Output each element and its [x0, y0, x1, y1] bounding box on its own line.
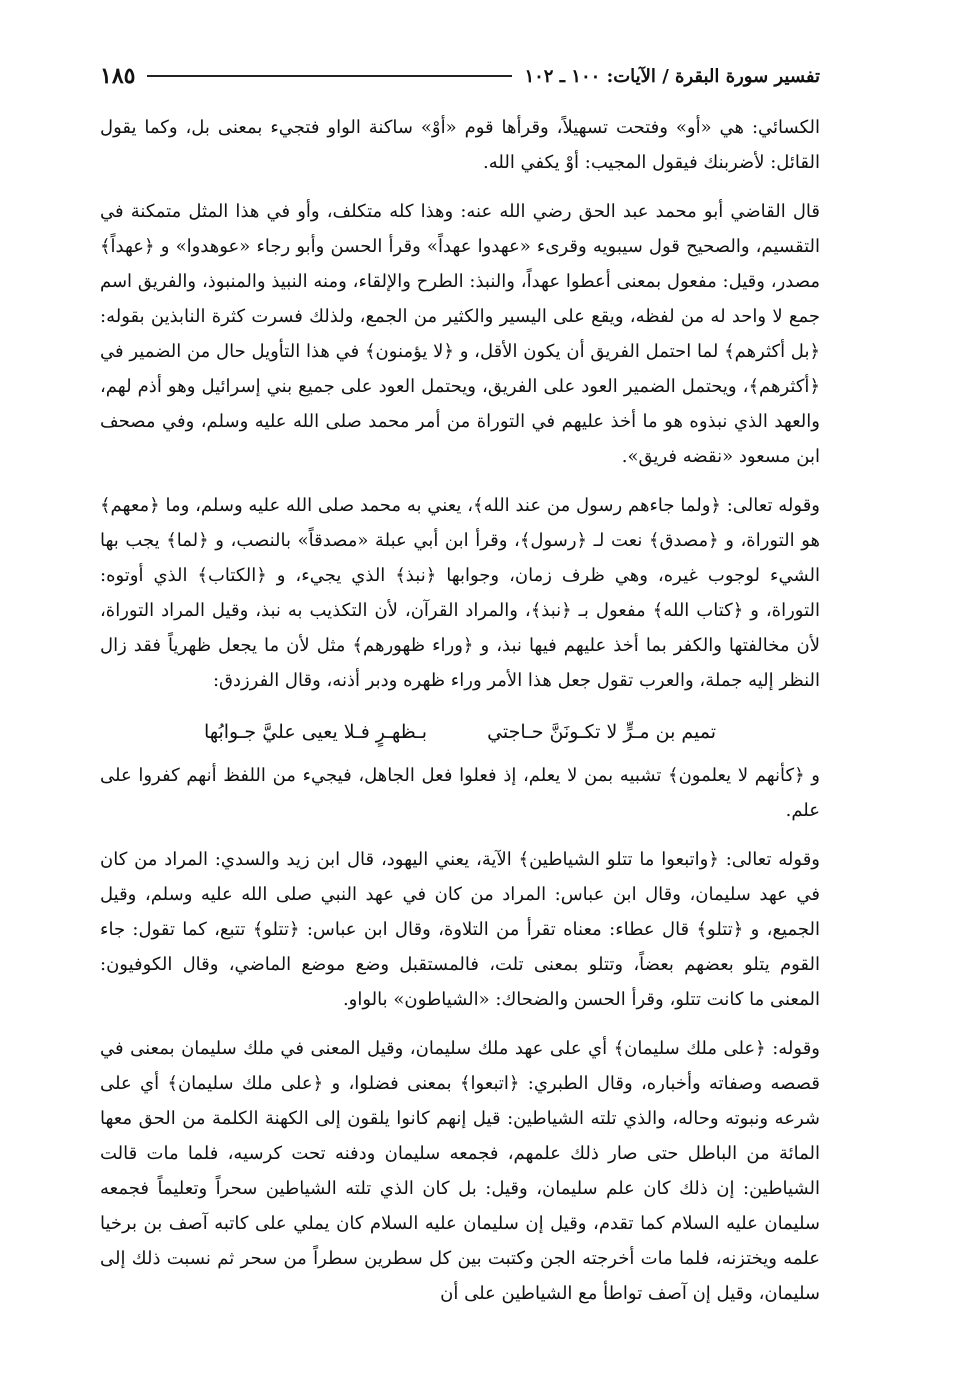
paragraph-6: وقوله: ﴿على ملك سليمان﴾ أي على عهد ملك سليمان، وقيل المعنى في ملك سليمان بمعنى في قصصه وصفاته وأخباره، وقال الطبري: ﴿اتبعوا﴾ بمعنى فضلوا، و ﴿على ملك سليمان﴾ أي على شرعه ونبوته وحاله، والذي تلته الشياطين: قيل إنهم كانوا يلقون إلى الكهنة الكلمة من الحق معها المائة من الباطل حتى صار ذلك علمهم، فجمعه سليمان ودفنه تحت كرسيه، فلما مات قالت الشياطين: إن ذلك كان علم سليمان، وقيل: بل كان الذي تلته الشياطين سحراً وتعليماً فجمعه سليمان عليه السلام كما تقدم، وقيل إن سليمان عليه السلام كان يملي على كاتبه آصف بن برخيا علمه ويختزنه، فلما مات أخرجته الجن وكتبت بين كل سطرين سطراً من سحر ثم نسبت ذلك إلى سليمان، وقيل إن آصف تواطأ مع الشياطين على أن	[100, 1038, 820, 1304]
verse-second-hemistich: بـظهـرٍ فـلا يعيى عليَّ جـوابُها	[203, 721, 428, 743]
paragraph-3: وقوله تعالى: ﴿ولما جاءهم رسول من عند الله﴾، يعني به محمد صلى الله عليه وسلم، وما ﴿معهم﴾ هو التوراة، و ﴿مصدق﴾ نعت لـ ﴿رسول﴾، وقرأ ابن أبي عبلة «مصدقاً» بالنصب، و ﴿لما﴾ يجب بها الشيء لوجوب غيره، وهي ظرف زمان، وجوابها ﴿نبذ﴾ الذي يجيء، و ﴿الكتاب﴾ الذي أوتوه: التوراة، و ﴿كتاب الله﴾ مفعول بـ ﴿نبذ﴾، والمراد القرآن، لأن التكذيب به نبذ، وقيل المراد التوراة، لأن مخالفتها والكفر بما أخذ عليهم فيها نبذ، و ﴿وراء ظهورهم﴾ مثل لأن ما يجعل ظهرياً فقد زال النظر إليه جملة، والعرب تقول جعل هذا الأمر وراء ظهره ودبر أذنه، وقال الفرزدق:	[100, 495, 820, 691]
paragraph-2: قال القاضي أبو محمد عبد الحق رضي الله عنه: وهذا كله متكلف، وأو في هذا المثل متمكنة في التقسيم، والصحيح قول سيبويه وقرىء «عهدوا عهداً» وقرأ الحسن وأبو رجاء «عوهدوا» و ﴿عهداً﴾ مصدر، وقيل: مفعول بمعنى أعطوا عهداً، والنبذ: الطرح والإلقاء، ومنه النبيذ والمنبوذ، والفريق اسم جمع لا واحد له من لفظه، ويقع على اليسير والكثير من الجمع، ولذلك فسرت كثرة النابذين بقوله: ﴿بل أكثرهم﴾ لما احتمل الفريق أن يكون الأقل، و ﴿لا يؤمنون﴾ في هذا التأويل حال من الضمير في ﴿أكثرهم﴾، ويحتمل الضمير العود على الفريق، ويحتمل العود على جميع بني إسرائيل وهو أذم لهم، والعهد الذي نبذوه هو ما أخذ عليهم في التوراة من أمر محمد صلى الله عليه وسلم، وفي مصحف ابن مسعود «نقضه فريق».	[100, 201, 820, 467]
page-number: ١٨٥	[100, 63, 136, 89]
paragraph-4: و ﴿كأنهم لا يعلمون﴾ تشبيه بمن لا يعلم، إذ فعلوا فعل الجاهل، فيجيء من اللفظ أنهم كفروا على علم.	[100, 765, 820, 821]
paragraph-5: وقوله تعالى: ﴿واتبعوا ما تتلو الشياطين﴾ الآية، يعني اليهود، قال ابن زيد والسدي: المراد من كان في عهد سليمان، وقال ابن عباس: المراد من كان في عهد النبي صلى الله عليه وسلم، وقيل الجميع، و ﴿تتلو﴾ قال عطاء: معناه تقرأ من التلاوة، وقال ابن عباس: ﴿تتلو﴾ تتبع، كما تقول: جاء القوم يتلو بعضهم بعضاً، وتتلو بمعنى تلت، فالمستقبل وضع موضع الماضي، وقال الكوفيون: المعنى ما كانت تتلو، وقرأ الحسن والضحاك: «الشياطون» بالواو.	[100, 849, 820, 1010]
poetry-verse	[100, 712, 820, 752]
verse-first-hemistich: تميم بن مـرٍّ لا تكـونَنَّ حـاجتي	[487, 721, 717, 743]
running-header	[100, 60, 820, 92]
page	[100, 60, 820, 1325]
header-rule	[147, 75, 512, 77]
paragraph-1: الكسائي: هي «أو» وفتحت تسهيلاً، وقرأها قوم «أوْ» ساكنة الواو فتجيء بمعنى بل، وكما يقول القائل: لأضربنك فيقول المجيب: أوْ يكفي الله.	[100, 117, 820, 173]
header-title: تفسير سورة البقرة / الآيات: ١٠٠ ـ ١٠٢	[524, 65, 820, 87]
